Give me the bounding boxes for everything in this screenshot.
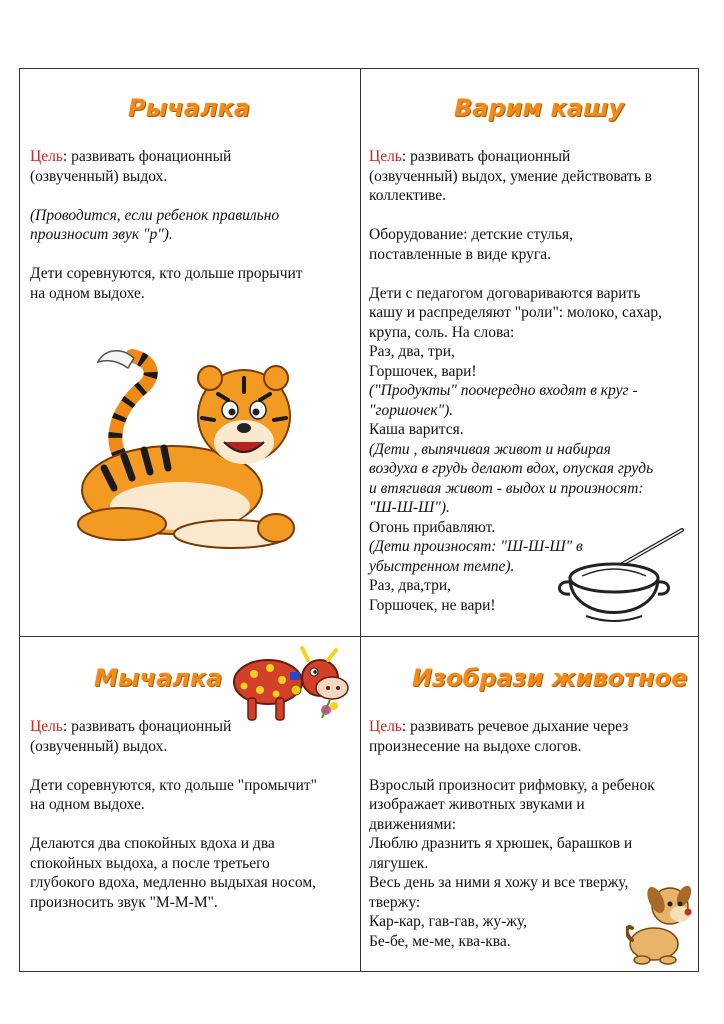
text-line: спокойных выдоха, а после третьего xyxy=(30,854,270,872)
text-line: Делаются два спокойных вдоха и два xyxy=(30,835,275,852)
text-line: Огонь прибавляют. xyxy=(369,518,496,536)
tiger-illustration xyxy=(62,338,298,552)
card-title-izobrazi-zhivotnoe: Изобрази животное xyxy=(412,664,688,692)
card-title-rychalka: Рычалка xyxy=(128,94,251,122)
text-line: Кар-кар, гав-гав, жу-жу, xyxy=(369,913,528,930)
text-line: Цель: развивать фонационный xyxy=(30,718,232,735)
text-line: "Ш-Ш-Ш"). xyxy=(369,499,450,516)
text-line: Бе-бе, ме-ме, ква-ква. xyxy=(369,932,511,950)
text-line: Цель: развивать речевое дыхание через xyxy=(369,718,629,735)
text-line: Оборудование: детские стулья, xyxy=(369,226,573,243)
text-line: Цель: развивать фонационный xyxy=(30,148,232,165)
text-line: убыстренном темпе). xyxy=(369,557,515,575)
goal-label: Цель xyxy=(369,718,402,735)
text-line: (озвученный) выдох. xyxy=(30,737,168,755)
goal-label: Цель xyxy=(30,718,63,735)
text-line: Раз, два, три, xyxy=(369,343,455,360)
text-line: лягушек. xyxy=(369,854,429,872)
card-rychalka-text xyxy=(30,147,303,303)
grid-divider-horizontal xyxy=(19,636,699,637)
text-line: твержу: xyxy=(369,893,421,911)
text-line: (Дети произносят: "Ш-Ш-Ш" в xyxy=(369,538,583,555)
text-line: Горшочек, не вари! xyxy=(369,596,496,614)
text-line: (озвученный) выдох, умение действовать в xyxy=(369,167,652,185)
text-line: (Проводится, если ребенок правильно xyxy=(30,206,280,224)
text-line: произносить звук "М-М-М". xyxy=(30,893,218,911)
text-line: Цель: развивать фонационный xyxy=(369,148,571,165)
card-izobrazi-zhivotnoe-text xyxy=(369,717,655,951)
goal-label: Цель xyxy=(369,148,402,165)
text-line: Люблю дразнить я хрюшек, барашков и xyxy=(369,835,633,852)
text-line: и втягивая живот - выдох и произносят: xyxy=(369,479,644,497)
goal-label: Цель xyxy=(30,148,63,165)
text-line: кашу и распределяют "роли": молоко, сахар, xyxy=(369,304,663,321)
text-line: Взрослый произносит рифмовку, а ребенок xyxy=(369,776,655,794)
text-line: на одном выдохе. xyxy=(30,284,145,302)
text-line: Дети соревнуются, кто дольше "промычит" xyxy=(30,776,317,794)
puppy-illustration xyxy=(626,878,696,966)
text-line: (озвученный) выдох. xyxy=(30,167,168,185)
text-line: воздуха в грудь делают вдох, опуская грудь xyxy=(369,460,654,477)
text-line: произносит звук "р"). xyxy=(30,226,173,243)
text-line: движениями: xyxy=(369,815,457,833)
card-mychalka-text xyxy=(30,717,317,912)
text-line: коллективе. xyxy=(369,187,447,204)
text-line: глубокого вдоха, медленно выдыхая носом, xyxy=(30,874,317,891)
grid-divider-vertical xyxy=(360,68,361,972)
text-line: Каша варится. xyxy=(369,421,464,438)
text-line: "горшочек"). xyxy=(369,401,454,419)
text-line: на одном выдохе. xyxy=(30,796,145,813)
text-line: Раз, два,три, xyxy=(369,577,452,594)
text-line: Горшочек, вари! xyxy=(369,362,477,380)
text-line: Дети с педагогом договариваются варить xyxy=(369,284,641,302)
text-line: крупа, соль. На слова: xyxy=(369,323,515,341)
text-line: произнесение на выдохе слогов. xyxy=(369,737,582,755)
text-line: Весь день за ними я хожу и все твержу, xyxy=(369,874,629,891)
card-title-mychalka: Мычалка xyxy=(94,664,223,692)
text-line: поставленные в виде круга. xyxy=(369,245,552,263)
pot-illustration xyxy=(556,526,692,630)
text-line: Дети соревнуются, кто дольше прорычит xyxy=(30,265,303,282)
text-line: изображает животных звуками и xyxy=(369,796,585,813)
cow-illustration xyxy=(230,644,358,728)
text-line: ("Продукты" поочередно входят в круг - xyxy=(369,382,638,399)
text-line: (Дети , выпячивая живот и набирая xyxy=(369,440,611,458)
card-title-varim-kashu: Варим кашу xyxy=(454,94,625,122)
